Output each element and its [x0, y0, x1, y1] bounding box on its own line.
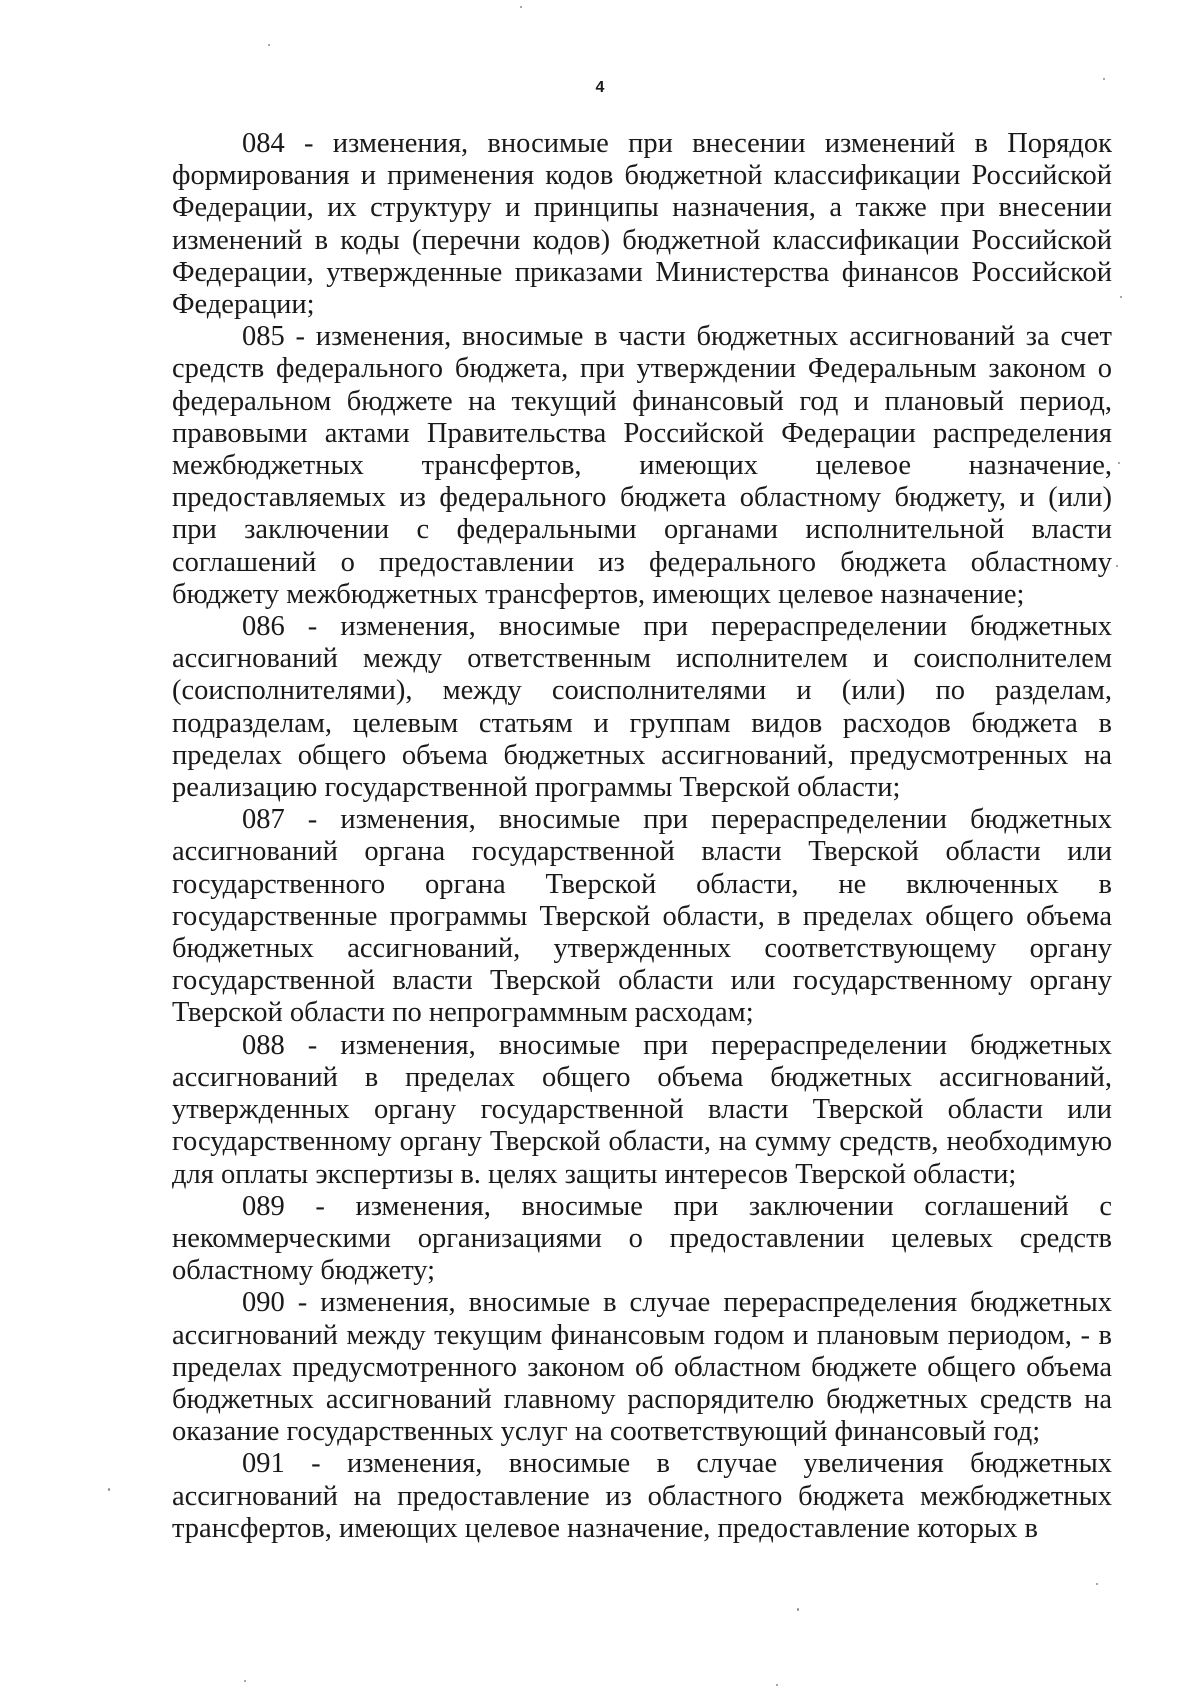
- scan-speck: [1096, 1583, 1098, 1585]
- scan-speck: [797, 1608, 799, 1611]
- scan-speck: [1103, 78, 1105, 80]
- scan-speck: [108, 1488, 110, 1491]
- scan-speck: [1116, 565, 1118, 567]
- scan-speck: [1120, 296, 1122, 298]
- paragraph-085: 085 - изменения, вносимые в части бюджетных ассигнований за счет средств федерального бюджета, при утверждении Федеральным законом о федеральном бюджете на текущий финансовый год и плановый период, правовыми актами Правительства Российской Федерации распределения межбюджетных трансфертов, имеющих целевое назначение, предоставляемых из федерального бюджета областному бюджету, и (или) при заключении с федеральными органами исполнительной власти соглашений о предоставлении из федерального бюджета областному бюджету межбюджетных трансфертов, имеющих целевое назначение;: [172, 321, 1112, 610]
- scan-speck: [244, 1680, 246, 1682]
- paragraph-086: 086 - изменения, вносимые при перераспределении бюджетных ассигнований между ответственным исполнителем и соисполнителем (соисполнителями), между соисполнителями и (или) по разделам, подразделам, целевым статьям и группам видов расходов бюджета в пределах общего объема бюджетных ассигнований, предусмотренных на реализацию государственной программы Тверской области;: [172, 611, 1112, 804]
- paragraph-084: 084 - изменения, вносимые при внесении изменений в Порядок формирования и применения кодов бюджетной классификации Российской Федерации, их структуру и принципы назначения, а также при внесении изменений в коды (перечни кодов) бюджетной классификации Российской Федерации, утвержденные приказами Министерства финансов Российской Федерации;: [172, 128, 1112, 321]
- scan-speck: [776, 1684, 778, 1686]
- paragraph-088: 088 - изменения, вносимые при перераспределении бюджетных ассигнований в пределах общего объема бюджетных ассигнований, утвержденных органу государственной власти Тверской области или государственному органу Тверской области, на сумму средств, необходимую для оплаты экспертизы в. целях защиты интересов Тверской области;: [172, 1029, 1112, 1190]
- paragraph-089: 089 - изменения, вносимые при заключении соглашений с некоммерческими организациями о предоставлении целевых средств областному бюджету;: [172, 1190, 1112, 1287]
- page-number: 4: [595, 79, 605, 96]
- paragraph-087: 087 - изменения, вносимые при перераспределении бюджетных ассигнований органа государственной власти Тверской области или государственного органа Тверской области, не включенных в государственные программы Тверской области, в пределах общего объема бюджетных ассигнований, утвержденных соответствующему органу государственной власти Тверской области или государственному органу Тверской области по непрограммным расходам;: [172, 804, 1112, 1029]
- paragraph-090: 090 - изменения, вносимые в случае перераспределения бюджетных ассигнований между текущим финансовым годом и плановым периодом, - в пределах предусмотренного законом об областном бюджете общего объема бюджетных ассигнований главному распорядителю бюджетных средств на оказание государственных услуг на соответствующий финансовый год;: [172, 1287, 1112, 1448]
- scan-speck: [1118, 462, 1120, 464]
- scan-speck: [520, 6, 522, 8]
- scan-speck: [268, 44, 270, 46]
- paragraph-091: 091 - изменения, вносимые в случае увеличения бюджетных ассигнований на предоставление из областного бюджета межбюджетных трансфертов, имеющих целевое назначение, предоставление которых в: [172, 1448, 1112, 1544]
- document-body: [172, 128, 1112, 1545]
